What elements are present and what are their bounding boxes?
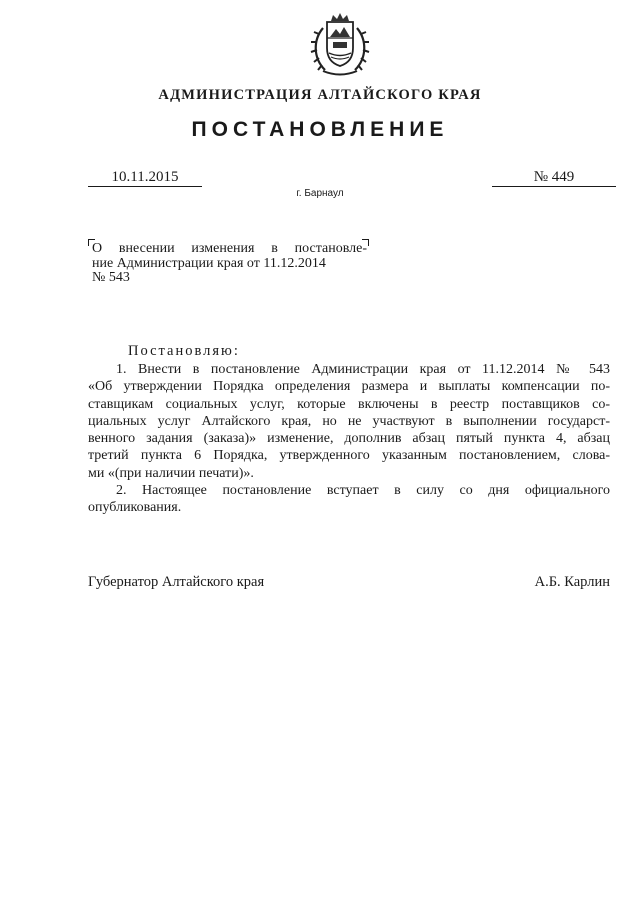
document-number: № 449	[492, 168, 616, 187]
document-city: г. Барнаул	[296, 188, 344, 199]
paragraph-line: «Об утверждении Порядка определения размера и выплаты компенсации по-	[88, 379, 610, 395]
subject-line: О внесении изменения в постановле-	[92, 241, 367, 256]
document-body	[88, 361, 610, 517]
document-date: 10.11.2015	[88, 168, 202, 187]
paragraph-line: ставщикам социальных услуг, которые включены в реестр поставщиков со-	[88, 396, 610, 412]
paragraph-line: венного задания (заказа)» изменение, дополнив абзац пятый пункта 4, абзац	[88, 431, 610, 447]
document-subject	[92, 242, 367, 286]
subject-line: ние Администрации края от 11.12.2014	[92, 255, 326, 271]
paragraph-line: опубликования.	[88, 500, 182, 516]
organization-name: АДМИНИСТРАЦИЯ АЛТАЙСКОГО КРАЯ	[158, 87, 482, 103]
subject-line: № 543	[92, 270, 130, 285]
paragraph-line: третий пункта 6 Порядка, утвержденного указанным постановлением, слова-	[88, 448, 610, 464]
paragraph-line: 2. Настоящее постановление вступает в силу со дня официального	[116, 483, 610, 499]
paragraph-line: ми «(при наличии печати)».	[88, 465, 254, 481]
signer-position: Губернатор Алтайского края	[88, 574, 265, 590]
coat-of-arms-icon	[309, 10, 371, 80]
signer-name: А.Б. Карлин	[534, 574, 610, 590]
paragraph-line: 1. Внести в постановление Администрации края от 11.12.2014 № 543	[116, 362, 610, 377]
document-type: ПОСТАНОВЛЕНИЕ	[191, 118, 449, 141]
paragraph-line: циальных услуг Алтайского края, но не участвуют в выполнении государст-	[88, 413, 610, 429]
decree-word: Постановляю:	[128, 343, 240, 359]
